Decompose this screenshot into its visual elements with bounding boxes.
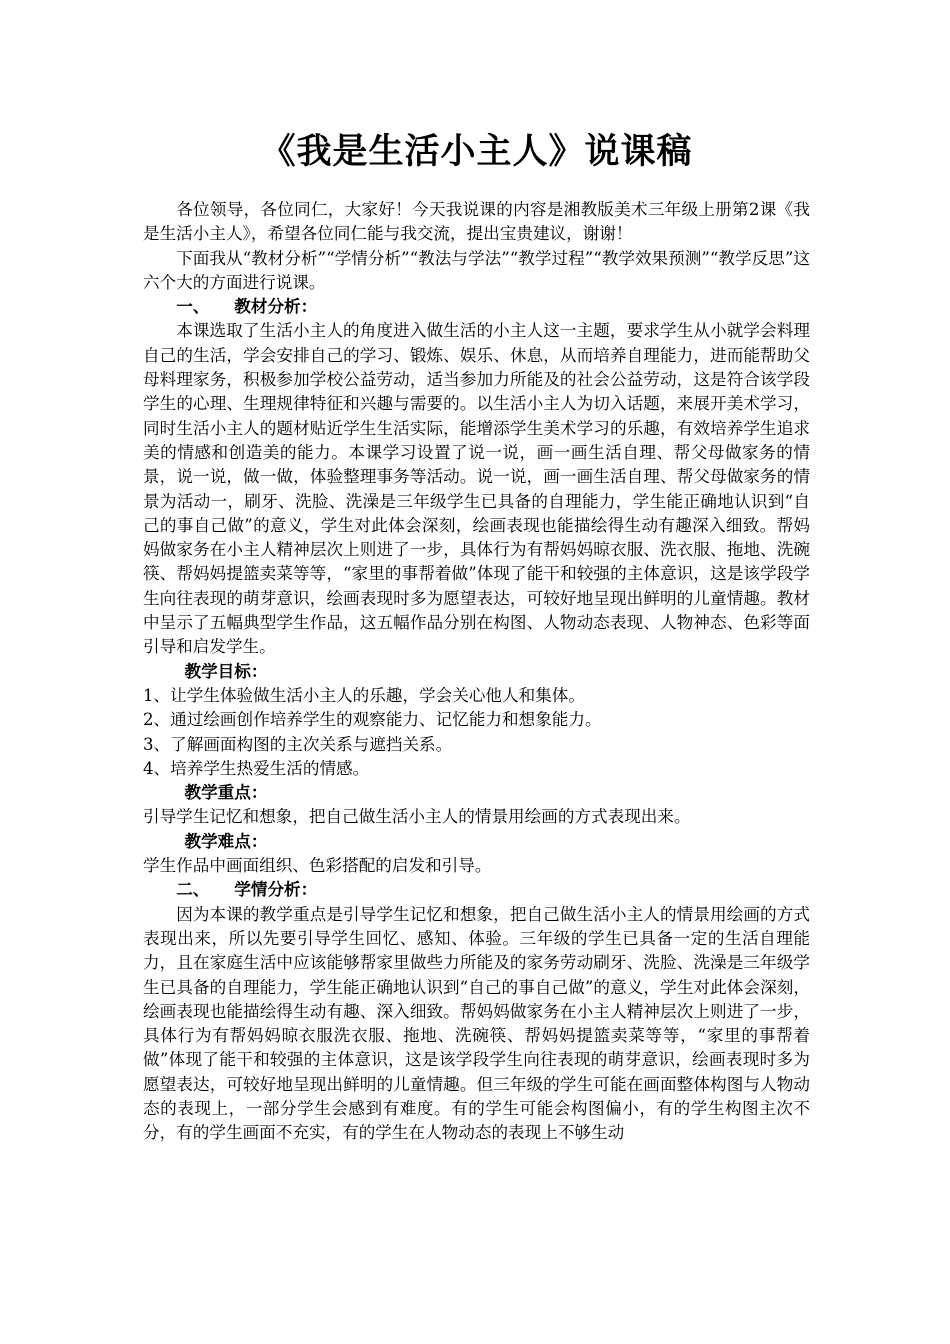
textbook-analysis-paragraph: 本课选取了生活小主人的角度进入做生活的小主人这一主题，要求学生从小就学会料理自己的生活，学会安排自己的学习、锻炼、娱乐、休息，从而培养自理能力，进而能帮助父母料理家务，积极参加学校公益劳动，适当参加力所能及的社会公益劳动，这是符合该学段学生的心理、生理规律特征和兴趣与需要的。以生活小主人为切入话题，来展开美术学习，同时生活小主人的题材贴近学生生活实际，能增添学生美术学习的乐趣，有效培养学生追求美的情感和创造美的能力。本课学习设置了说一说，画一画生活自理、帮父母做家务的情景，说一说，做一做，体验整理事务等活动。说一说，画一画生活自理、帮父母做家务的情景为活动一，刷牙、洗脸、洗澡是三年级学生已具备的自理能力，学生能正确地认识到“自己的事自己做”的意义，学生对此体会深刻，绘画表现也能描绘得生动有趣深入细致。帮妈妈做家务在小主人精神层次上则进了一步，具体行为有帮妈妈晾衣服、洗衣服、拖地、洗碗筷、帮妈妈提篮卖菜等等，“家里的事帮着做”体现了能干和较强的主体意识，这是该学段学生向往表现的萌芽意识，绘画表现时多为愿望表达，可较好地呈现出鲜明的儿童情趣。教材中呈示了五幅典型学生作品，这五幅作品分别在构图、人物动态表现、人物神态、色彩等面引导和启发学生。: [143, 321, 810, 657]
objective-item: 2、通过绘画创作培养学生的观察能力、记忆能力和想象能力。: [143, 710, 602, 730]
objective-item: 3、了解画面构图的主次关系与遮挡关系。: [143, 734, 453, 754]
student-analysis-paragraph: 因为本课的教学重点是引导学生记忆和想象，把自己做生活小主人的情景用绘画的方式表现出来，所以先要引导学生回忆、感知、体验。三年级的学生已具备一定的生活自理能力，且在家庭生活中应该能够帮家里做些力所能及的家务劳动刷牙、洗脸、洗澡是三年级学生已具备的自理能力，学生能正确地认识到“自己的事自己做”的意义，学生对此体会深刻，绘画表现也能描绘得生动有趣、深入细致。帮妈妈做家务在小主人精神层次上则进了一步，具体行为有帮妈妈晾衣服洗衣服、拖地、洗碗筷、帮妈妈提篮卖菜等等，“家里的事帮着做”体现了能干和较强的主体意识，这是该学段学生向往表现的萌芽意识，绘画表现时多为愿望表达，可较好地呈现出鲜明的儿童情趣。但三年级的学生可能在画面整体构图与人物动态的表现上，一部分学生会感到有难度。有的学生可能会构图偏小，有的学生构图主次不分，有的学生画面不充实，有的学生在人物动态的表现上不够生动: [143, 904, 810, 1143]
page-title: 《我是生活小主人》说课稿: [260, 132, 693, 172]
section-heading-student-analysis: 二、 学情分析：: [176, 880, 318, 900]
document-body: [143, 198, 810, 1146]
intro-paragraph-2: 下面我从“教材分析”“学情分析”“教法与学法”“教学过程”“教学效果预测”“教学反思”这六个大的方面进行说课。: [143, 248, 810, 292]
objective-item: 1、让学生体验做生活小主人的乐趣，学会关心他人和集体。: [143, 685, 585, 705]
difficulty-text: 学生作品中画面组织、色彩搭配的启发和引导。: [143, 856, 492, 876]
section-heading-textbook-analysis: 一、 教材分析：: [176, 297, 318, 317]
key-point-heading: 教学重点：: [184, 783, 268, 803]
key-point-text: 引导学生记忆和想象，把自己做生活小主人的情景用绘画的方式表现出来。: [143, 807, 691, 827]
difficulty-heading: 教学难点：: [184, 831, 268, 851]
document-page: [143, 128, 810, 1146]
intro-paragraph-1: 各位领导，各位同仁，大家好！今天我说课的内容是湘教版美术三年级上册第2课《我是生活小主人》，希望各位同仁能与我交流，提出宝贵建议，谢谢！: [143, 200, 810, 244]
objective-item: 4、培养学生热爱生活的情感。: [143, 758, 370, 778]
objectives-heading: 教学目标：: [184, 661, 268, 681]
